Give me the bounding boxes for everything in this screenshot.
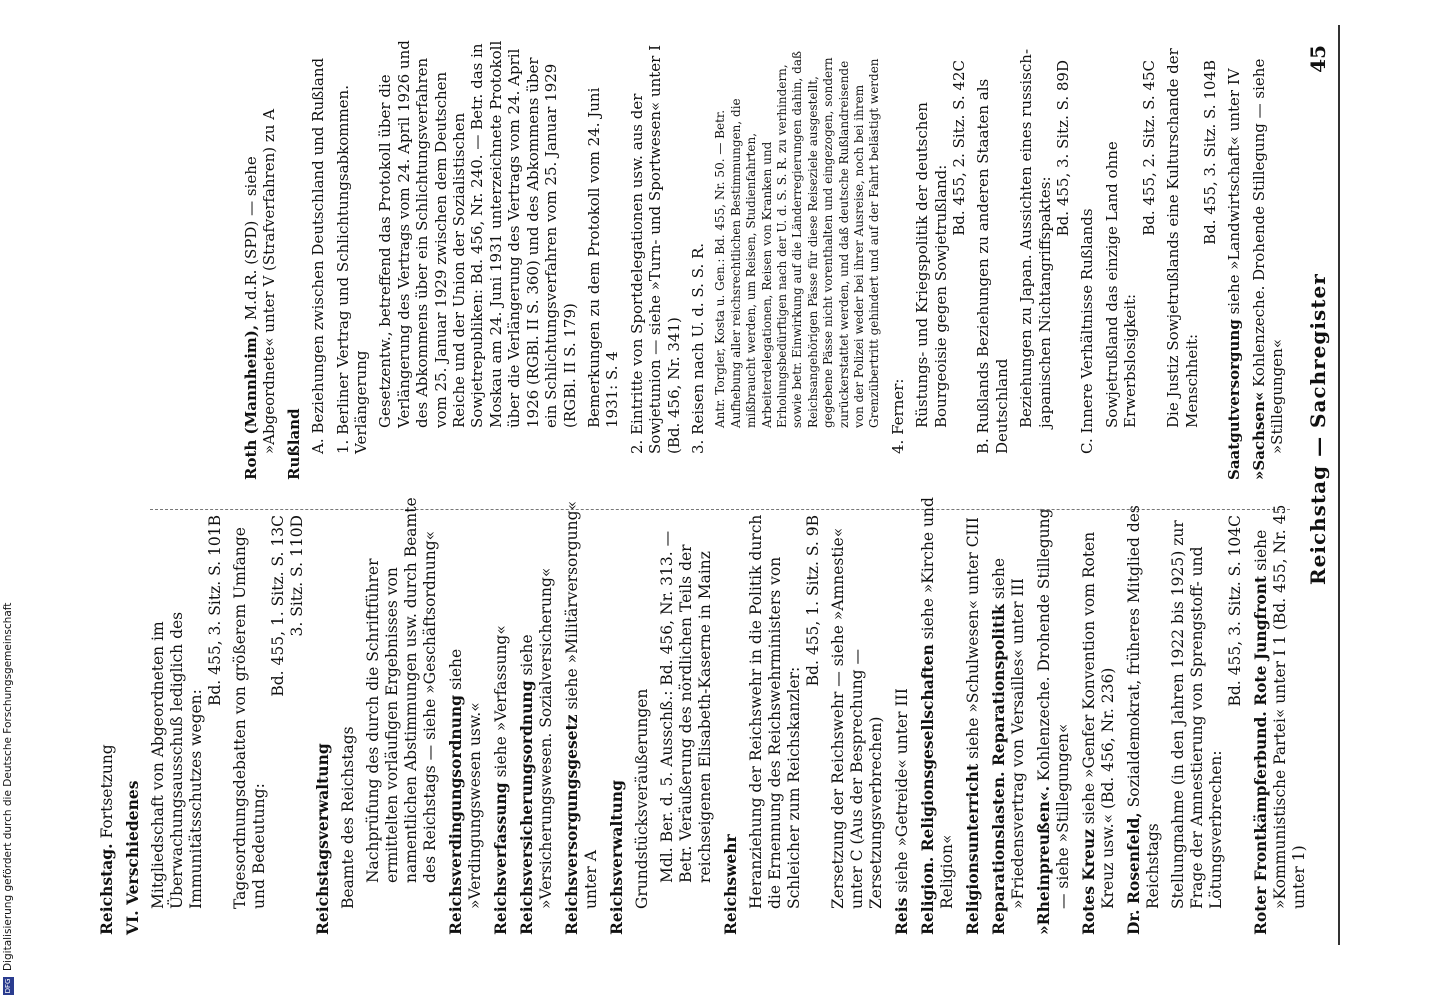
right-entry <box>689 40 707 480</box>
dfg-footer <box>0 600 16 995</box>
right-entry <box>1250 40 1287 480</box>
left-entry <box>658 495 715 935</box>
page-reference: Bd. 455, 3. Sitz. S. 104C <box>1226 515 1244 707</box>
left-entry <box>231 495 307 935</box>
right-entry <box>242 40 279 480</box>
page-reference: Bd. 455, 2. Sitz. S. 45C <box>1139 60 1158 236</box>
entry-text: C. Innere Verhältnisse Rußlands <box>1078 208 1097 454</box>
left-entry <box>607 495 627 935</box>
entry-text: Beamte des Reichstags <box>339 726 357 909</box>
entry-text: 2. Eintritte von Sportdelegationen usw. aus der Sowjetunion — siehe »Turn- und Sportwesen« unter I (Bd. 456, Nr. 341) <box>627 44 683 454</box>
entry-text: M.d.R. (SPD) — siehe »Abgeordnete« unter V (Strafverfahren) zu A <box>242 108 279 454</box>
right-entry <box>889 40 907 480</box>
entry-text: Zersetzung der Reichswehr — siehe »Amnestie« unter C (Aus der Besprechung — Zersetzungsverbrechen) <box>829 527 885 909</box>
entry-text: siehe »Friedensvertrag von Versailles« unter III <box>990 557 1027 909</box>
right-entry <box>628 40 683 480</box>
left-entry <box>963 495 983 935</box>
headword: Religion. Religionsgesellschaften <box>918 644 937 935</box>
page-reference: Bd. 455, 3. Sitz. S. 89D <box>1054 60 1073 237</box>
headword: Reparationslasten. Reparationspolitik <box>989 604 1008 935</box>
left-entry <box>97 495 117 935</box>
right-entry <box>334 40 371 480</box>
headword: Religionsunterricht <box>963 763 982 935</box>
entry-text: siehe »Verfassung« <box>492 625 510 783</box>
entry-text: Gesetzentw., betreffend das Protokoll über die Verlängerung des Vertrags vom 24. April 1926 und des Abkommens über ein Schlichtungsverfahren vom 25. Januar 1929 zwischen dem Deutschen Reiche und der Union der Sozialistischen Sowjetrepubliken: Bd. 456, Nr. 240. — Betr. das in Moskau am 24. Juni 1931 unterzeichnete Protokoll über die Verlängerung des Vertrags vom 24. April 1926 (RGBl. II S. 360) und des Abkommens über ein Schlichtungsverfahren vom 25. Januar 1929 (RGBl. II S. 179) <box>376 40 579 428</box>
headword: VI. Verschiedenes <box>123 780 142 935</box>
left-entry <box>1251 495 1309 935</box>
page-reference: Bd. 455, 1. Sitz. S. 13C <box>269 515 287 697</box>
entry-text: siehe »Kirche und Religion« <box>919 497 956 909</box>
left-entry <box>829 495 886 935</box>
right-entry <box>913 40 968 480</box>
entry-text: siehe »Versicherungswesen. Sozialversicherung« <box>518 567 555 909</box>
entry-text: Tagesordnungsdebatten von größerem Umfange und Bedeutung: <box>231 527 268 909</box>
entry-text: siehe »Kommunistische Partei« unter I 1 (Bd. 455, Nr. 45 unter 1) <box>1252 504 1308 909</box>
right-entry <box>1103 40 1158 480</box>
page-header-title: Reichstag — Sachregister <box>1306 273 1330 585</box>
headword: Saatgutversorgung <box>1225 319 1244 480</box>
left-entry <box>446 495 485 935</box>
page-reference: Bd. 455, 3. Sitz. S. 101B <box>206 515 224 707</box>
headword: Reichsverfassung <box>491 782 510 935</box>
entry-text: Sozialdemokrat, früheres Mitglied des Reichstags <box>1125 505 1162 909</box>
entry-text: siehe »Militärversorgung« unter A <box>563 500 600 909</box>
headword: Reis <box>892 897 911 935</box>
headword: »Rheinpreußen«. <box>1034 786 1053 935</box>
right-entry <box>1164 40 1219 480</box>
right-entry <box>974 40 1011 480</box>
left-column-entries <box>97 495 1315 935</box>
page-reference: Bd. 455, 3. Sitz. S. 104B <box>1200 60 1219 245</box>
headword: Reichswehr <box>721 834 740 935</box>
left-entry <box>918 495 957 935</box>
left-entry <box>1169 495 1245 935</box>
entry-text: Rüstungs- und Kriegspolitik der deutschen Bourgeoisie gegen Sowjetrußland: <box>913 102 950 428</box>
entry-text: 1. Berliner Vertrag und Schlichtungsabkommen. Verlängerung <box>333 85 371 454</box>
left-entry <box>721 495 741 935</box>
right-entry <box>585 40 622 480</box>
left-entry <box>562 495 601 935</box>
left-entry <box>1034 495 1073 935</box>
right-entry <box>309 40 327 480</box>
right-entry <box>1017 40 1072 480</box>
left-entry <box>747 495 823 935</box>
right-entry <box>1078 40 1096 480</box>
headword: Roth (Mannheim), <box>242 324 260 480</box>
left-entry <box>364 495 440 935</box>
entry-text: Antr. Torgler, Kosta u. Gen.: Bd. 455, Nr. 50. — Betr. Aufhebung aller reichsrechtlichen Bestimmungen, die mißbraucht werden, um Reisen, Studienfahrten, Arbeiterdelegationen, Reisen von Kranken und Erholungsbedürftigen nach der U. d. S. S. R. zu verhindern, sowie betr. Einwirkung auf die Länderregierungen dahin, daß Reichsangehörigen Pässe für diese Reiseziele ausgestellt, gegebene Pässe nicht vorenthalten und eingezogen, sondern zurückerstattet werden, und daß deutsche Rußlandreisende von der Polizei weder bei ihrer Ausreise, noch bei ihrem Grenzübertritt gehindert und auf der Fahrt belästigt werden <box>713 51 882 428</box>
dfg-logo: DFG <box>3 978 12 994</box>
entry-text: siehe »Genfer Konvention vom Roten Kreuz usw.« (Bd. 456, Nr. 236) <box>1080 531 1117 909</box>
headword: Reichsverdingungsordnung <box>446 694 465 935</box>
headword: Reichstagsverwaltung <box>313 743 332 935</box>
entry-text: Heranziehung der Reichswehr in die Politik durch die Ernennung des Reichswehrministers von Schleicher zum Reichskanzler: <box>747 514 803 909</box>
right-entry <box>376 40 578 480</box>
left-entry <box>313 495 333 935</box>
entry-text: Mdl. Ber. d. 5. Ausschß.: Bd. 456, Nr. 313. — Betr. Veräußerung des nördlichen Teils der reichseigenen Elisabeth-Kaserne in Mainz <box>658 530 714 883</box>
entry-text: Grundstücksveräußerungen <box>633 688 651 909</box>
page-number: 45 <box>1306 45 1330 73</box>
left-entry <box>123 495 143 935</box>
page-reference: Bd. 455, 2. Sitz. S. 42C <box>950 60 969 236</box>
left-entry <box>989 495 1028 935</box>
entry-text: Beziehungen zu Japan. Aussichten eines russisch-japanischen Nichtangriffspaktes: <box>1017 48 1054 428</box>
entry-text: Mitgliedschaft von Abgeordneten im Überwachungsausschuß lediglich des Immunitätsschutzes wegen: <box>149 611 205 909</box>
page-reference: 3. Sitz. S. 110D <box>288 515 306 637</box>
left-entry <box>1124 495 1163 935</box>
left-entry <box>1079 495 1118 935</box>
headword: »Sachsen« <box>1249 391 1268 480</box>
entry-text: Stellungnahme (in den Jahren 1922 bis 1925) zur Frage der Amnestierung von Sprengstoff- und Lötungsverbrechen: <box>1169 520 1225 909</box>
entry-text: Nachprüfung des durch die Schriftführer ermittelten vorläufigen Ergebnisses von namentlichen Abstimmungen usw. durch Beamte des Reichstags — siehe »Geschäftsordnung« <box>364 497 439 883</box>
left-entry <box>517 495 556 935</box>
left-entry <box>633 495 652 935</box>
right-entry <box>1225 40 1243 480</box>
page-reference: Bd. 455, 1. Sitz. S. 9B <box>804 515 822 687</box>
entry-text: B. Rußlands Beziehungen zu anderen Staaten als Deutschland <box>974 78 1011 454</box>
right-entry <box>285 40 303 480</box>
entry-text: Sowjetrußland das einzige Land ohne Erwerbslosigkeit: <box>1102 141 1140 428</box>
left-entry <box>149 495 225 935</box>
left-entry <box>491 495 511 935</box>
entry-text: Kohlenzeche. Drohende Stillegung — siehe »Stillegungen« <box>1035 508 1072 909</box>
headword: Reichstag. <box>97 843 116 935</box>
headword: Reichsversorgungsgesetz <box>562 714 581 935</box>
entry-text: siehe »Verdingungswesen usw.« <box>447 648 484 909</box>
headword: Reichsverwaltung <box>607 780 626 935</box>
headword: Rußland <box>284 408 303 480</box>
headword: Reichsversicherungsordnung <box>517 680 536 935</box>
headword: Rotes Kreuz <box>1079 829 1098 935</box>
entry-text: 3. Reisen nach U. d. S. S. R. <box>688 242 707 454</box>
left-entry <box>892 495 912 935</box>
headword: Dr. Rosenfeld, <box>1124 812 1143 935</box>
entry-text: Die Justiz Sowjetrußlands eine Kulturschande der Menschheit: <box>1164 48 1201 428</box>
entry-text: siehe »Getreide« unter III <box>893 688 911 898</box>
entry-text: Kohlenzeche. Drohende Stillegung — siehe »Stillegungen« <box>1249 58 1287 454</box>
headword: Roter Frontkämpferbund. Rote Jungfront <box>1251 575 1270 935</box>
right-column-entries <box>242 40 1293 480</box>
entry-text: siehe »Schulwesen« unter CIII <box>964 517 982 764</box>
right-entry <box>713 40 882 480</box>
left-entry <box>339 495 358 935</box>
entry-text: 4. Ferner: <box>888 378 907 454</box>
entry-text: siehe »Landwirtschaft« unter IV <box>1225 68 1244 320</box>
entry-text: Fortsetzung <box>98 744 116 844</box>
entry-text: Bemerkungen zu dem Protokoll vom 24. Juni 1931: S. 4 <box>584 87 622 428</box>
entry-text: A. Beziehungen zwischen Deutschland und Rußland <box>309 57 328 454</box>
digitization-credit: Digitalisierung gefördert durch die Deutsche Forschungsgemeinschaft <box>2 602 14 971</box>
